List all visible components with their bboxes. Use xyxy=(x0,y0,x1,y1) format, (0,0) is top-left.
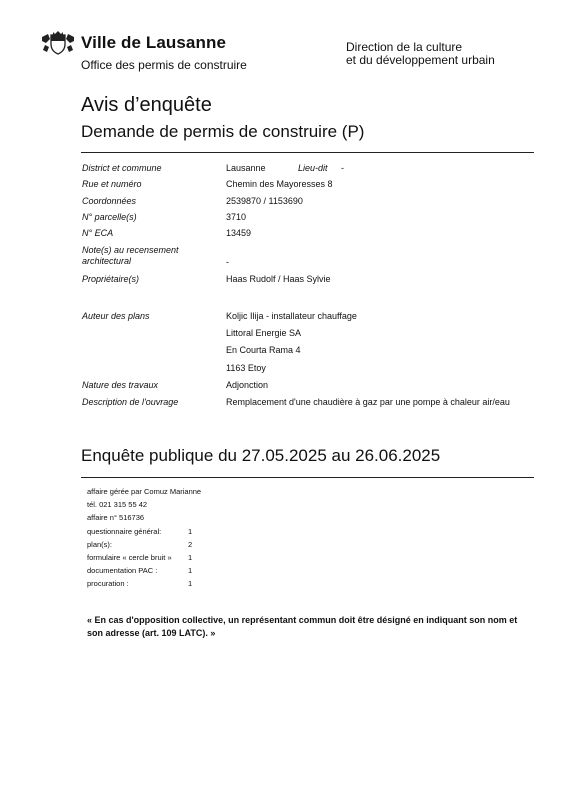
auteur-line-4: 1163 Etoy xyxy=(226,363,266,373)
divider xyxy=(81,477,534,478)
proprietaire-label: Propriétaire(s) xyxy=(82,274,140,284)
description-label: Description de l'ouvrage xyxy=(82,397,179,407)
coord-value: 2539870 / 1153690 xyxy=(226,196,303,206)
nature-label: Nature des travaux xyxy=(82,380,159,390)
document-label: formulaire « cercle bruit » xyxy=(87,553,172,562)
rue-value: Chemin des Mayoresses 8 xyxy=(226,179,333,189)
opposition-notice: « En cas d'opposition collective, un représentant commun doit être désigné en indiquant son nom et son adresse (art. 109 LATC). » xyxy=(87,615,518,638)
office-name: Office des permis de construire xyxy=(81,58,247,72)
document-label: questionnaire général: xyxy=(87,527,162,536)
document-label: procuration : xyxy=(87,579,129,588)
city-name: Ville de Lausanne xyxy=(81,33,226,52)
divider xyxy=(81,152,534,153)
auteur-line-1: Koljic Ilija - installateur chauffage xyxy=(226,311,357,321)
case-number: affaire n° 516736 xyxy=(87,513,145,522)
proprietaire-value: Haas Rudolf / Haas Sylvie xyxy=(226,274,331,284)
parcelle-value: 3710 xyxy=(226,212,247,222)
document-count: 2 xyxy=(188,540,193,549)
district-value: Lausanne xyxy=(226,163,266,173)
auteur-line-2: Littoral Energie SA xyxy=(226,328,302,338)
coord-label: Coordonnées xyxy=(82,196,137,206)
phone: tél. 021 315 55 42 xyxy=(87,500,148,509)
page-subtitle: Demande de permis de construire (P) xyxy=(81,122,365,141)
document-count: 1 xyxy=(188,566,193,575)
document-count: 1 xyxy=(188,527,193,536)
document-label: documentation PAC : xyxy=(87,566,158,575)
auteur-line-3: En Courta Rama 4 xyxy=(226,345,301,355)
lieu-dit-label: Lieu-dit xyxy=(298,163,328,173)
note-label: Note(s) au recensement architectural xyxy=(82,245,179,266)
eca-value: 13459 xyxy=(226,228,252,238)
page-title: Avis d’enquête xyxy=(81,94,212,116)
rue-label: Rue et numéro xyxy=(82,179,142,189)
parcelle-label: N° parcelle(s) xyxy=(82,212,137,222)
eca-label: N° ECA xyxy=(82,228,114,238)
document-count: 1 xyxy=(188,579,193,588)
district-label: District et commune xyxy=(82,163,162,173)
department-line1: Direction de la culture xyxy=(346,40,463,54)
managed-by: affaire gérée par Comuz Marianne xyxy=(87,487,202,496)
note-value: - xyxy=(226,257,229,267)
lausanne-coat-of-arms-icon xyxy=(40,31,76,55)
department-line2: et du développement urbain xyxy=(346,53,495,67)
nature-value: Adjonction xyxy=(226,380,269,390)
enquete-period: Enquête publique du 27.05.2025 au 26.06.2025 xyxy=(81,446,441,465)
auteur-label: Auteur des plans xyxy=(82,311,150,321)
document-count: 1 xyxy=(188,553,193,562)
description-value: Remplacement d'une chaudière à gaz par une pompe à chaleur air/eau xyxy=(226,397,510,407)
lieu-dit-value: - xyxy=(341,163,344,173)
document-label: plan(s): xyxy=(87,540,113,549)
